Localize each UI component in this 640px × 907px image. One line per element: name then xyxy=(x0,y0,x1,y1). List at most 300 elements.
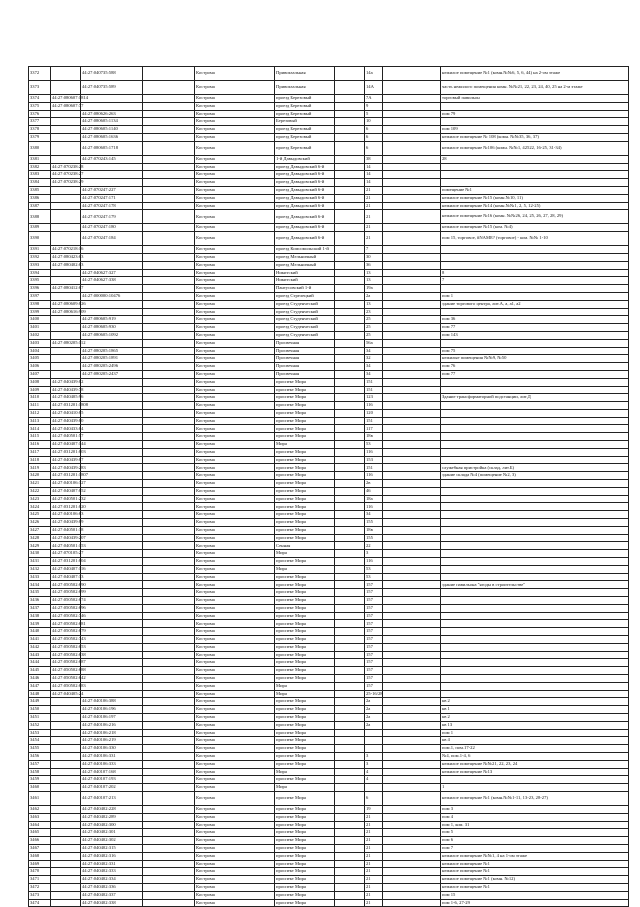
table-row xyxy=(29,81,629,95)
cadastral-number-cell: 44:27:050502:746 xyxy=(51,612,81,620)
row-number-cell: 3471 xyxy=(29,876,51,884)
house-number-cell: 21 xyxy=(365,186,383,194)
extra-cell xyxy=(383,232,441,246)
extra-cell xyxy=(335,441,365,449)
extra-cell xyxy=(383,860,441,868)
extra-cell xyxy=(335,277,365,285)
house-number-cell: 14 xyxy=(365,171,383,179)
description-cell: нежилое помещение №№1, 4 на 1-ом этаже xyxy=(441,852,629,860)
street-cell: проезд Студенческий xyxy=(275,308,335,316)
table-row xyxy=(29,472,629,480)
cadastral-number-cell: 44:27:040439:89 xyxy=(51,519,81,527)
premises-cadastral-cell xyxy=(81,589,143,597)
row-number-cell: 3408 xyxy=(29,378,51,386)
category-cell xyxy=(143,253,195,261)
row-number-cell: 3416 xyxy=(29,441,51,449)
description-cell xyxy=(441,480,629,488)
extra-cell xyxy=(335,844,365,852)
city-cell: Кострома xyxy=(195,324,275,332)
extra-cell xyxy=(383,737,441,745)
extra-cell xyxy=(383,713,441,721)
city-cell: Кострома xyxy=(195,409,275,417)
category-cell xyxy=(143,141,195,155)
street-cell: Привокзальная xyxy=(275,81,335,95)
extra-cell xyxy=(383,285,441,293)
row-number-cell: 3378 xyxy=(29,126,51,134)
house-number-cell: 25-16/28 xyxy=(365,690,383,698)
description-cell: пом 4 xyxy=(441,813,629,821)
extra-cell xyxy=(335,210,365,224)
extra-cell xyxy=(335,519,365,527)
category-cell xyxy=(143,210,195,224)
extra-cell xyxy=(335,876,365,884)
extra-cell xyxy=(383,805,441,813)
row-number-cell: 3390 xyxy=(29,232,51,246)
street-cell: проспект Мира xyxy=(275,899,335,907)
row-number-cell: 3389 xyxy=(29,224,51,232)
cadastral-number-cell xyxy=(51,829,81,837)
row-number-cell: 3381 xyxy=(29,155,51,163)
street-cell: проезд Березовый xyxy=(275,102,335,110)
category-cell xyxy=(143,464,195,472)
premises-cadastral-cell: 44:27:070247:180 xyxy=(81,224,143,232)
house-number-cell: 157 xyxy=(365,589,383,597)
extra-cell xyxy=(383,141,441,155)
premises-cadastral-cell: 44:27:040402:301 xyxy=(81,829,143,837)
extra-cell xyxy=(335,487,365,495)
house-number-cell: 151 xyxy=(365,378,383,386)
city-cell: Кострома xyxy=(195,636,275,644)
description-cell xyxy=(441,409,629,417)
extra-cell xyxy=(383,81,441,95)
description-cell: здание склада №4 (помещение №2, 3) xyxy=(441,472,629,480)
premises-cadastral-cell xyxy=(81,179,143,187)
category-cell xyxy=(143,829,195,837)
premises-cadastral-cell xyxy=(81,487,143,495)
row-number-cell: 3391 xyxy=(29,246,51,254)
table-row xyxy=(29,784,629,792)
extra-cell xyxy=(383,339,441,347)
table-row xyxy=(29,316,629,324)
category-cell xyxy=(143,331,195,339)
house-number-cell: 116 xyxy=(365,558,383,566)
city-cell: Кострома xyxy=(195,300,275,308)
street-cell: проспект Мира xyxy=(275,883,335,891)
category-cell xyxy=(143,370,195,378)
category-cell xyxy=(143,891,195,899)
table-row xyxy=(29,126,629,134)
cadastral-number-cell xyxy=(51,155,81,163)
description-cell xyxy=(441,339,629,347)
house-number-cell: 53 xyxy=(365,565,383,573)
row-number-cell: 3384 xyxy=(29,179,51,187)
row-number-cell: 3421 xyxy=(29,480,51,488)
extra-cell xyxy=(335,589,365,597)
description-cell: нежилое помещение №106 (комн. №№1, 42522, 16-25, 31-34) xyxy=(441,141,629,155)
description-cell: нежилое помещение №14 (комн.№№1, 2, 5, 12-25) xyxy=(441,202,629,210)
premises-cadastral-cell xyxy=(81,171,143,179)
premises-cadastral-cell xyxy=(81,102,143,110)
table-row xyxy=(29,883,629,891)
category-cell xyxy=(143,791,195,805)
description-cell xyxy=(441,550,629,558)
house-number-cell: 13 xyxy=(365,269,383,277)
extra-cell xyxy=(335,308,365,316)
cadastral-number-cell xyxy=(51,737,81,745)
description-cell xyxy=(441,253,629,261)
row-number-cell: 3447 xyxy=(29,682,51,690)
cadastral-number-cell xyxy=(51,292,81,300)
house-number-cell: 4 xyxy=(365,768,383,776)
table-row xyxy=(29,899,629,907)
cadastral-number-cell: 44:27:031201:1808 xyxy=(51,402,81,410)
category-cell xyxy=(143,126,195,134)
house-number-cell: 34 xyxy=(365,347,383,355)
city-cell: Кострома xyxy=(195,402,275,410)
category-cell xyxy=(143,776,195,784)
street-cell: проспект Мира xyxy=(275,674,335,682)
street-cell: проспект Мира xyxy=(275,417,335,425)
table-row xyxy=(29,760,629,768)
category-cell xyxy=(143,573,195,581)
house-number-cell: 14 xyxy=(365,179,383,187)
extra-cell xyxy=(335,721,365,729)
table-row xyxy=(29,324,629,332)
city-cell: Кострома xyxy=(195,844,275,852)
cadastral-number-cell: 44:27:050502:696 xyxy=(51,604,81,612)
street-cell: Мира xyxy=(275,784,335,792)
house-number-cell: 22 xyxy=(365,542,383,550)
description-cell: нежилое помещение № 108 (комн. №№35, 36, 37) xyxy=(441,133,629,141)
cadastral-number-cell xyxy=(51,860,81,868)
description-cell: пом.1, пом.17-22 xyxy=(441,745,629,753)
extra-cell xyxy=(335,821,365,829)
cadastral-number-cell xyxy=(51,791,81,805)
house-number-cell: 46 xyxy=(365,487,383,495)
extra-cell xyxy=(383,581,441,589)
extra-cell xyxy=(335,67,365,81)
category-cell xyxy=(143,612,195,620)
premises-cadastral-cell: 44:27:040402:337 xyxy=(81,891,143,899)
street-cell: Мира xyxy=(275,682,335,690)
extra-cell xyxy=(335,394,365,402)
description-cell: нежилое помещение №13 xyxy=(441,768,629,776)
street-cell: проспект Мира xyxy=(275,378,335,386)
street-cell: проезд Мельничный xyxy=(275,261,335,269)
city-cell: Кострома xyxy=(195,261,275,269)
street-cell: проспект Мира xyxy=(275,558,335,566)
description-cell: нежилые помещения №№9, №50 xyxy=(441,355,629,363)
street-cell: проспект Мира xyxy=(275,394,335,402)
table-row xyxy=(29,441,629,449)
category-cell xyxy=(143,589,195,597)
premises-cadastral-cell xyxy=(81,628,143,636)
city-cell: Кострома xyxy=(195,729,275,737)
extra-cell xyxy=(335,526,365,534)
city-cell: Кострома xyxy=(195,612,275,620)
premises-cadastral-cell: 44:27:040402:338 xyxy=(81,899,143,907)
extra-cell xyxy=(383,706,441,714)
table-row xyxy=(29,448,629,456)
extra-cell xyxy=(335,347,365,355)
extra-cell xyxy=(335,768,365,776)
description-cell: нежилое помещение №1 (комн.№№6, 5, 6, 44) на 2-ом этаже xyxy=(441,67,629,81)
category-cell xyxy=(143,194,195,202)
description-cell: помещение №1 xyxy=(441,186,629,194)
house-number-cell: 116 xyxy=(365,503,383,511)
cadastral-number-cell xyxy=(51,370,81,378)
category-cell xyxy=(143,737,195,745)
cadastral-number-cell: 44:27:040405:96 xyxy=(51,394,81,402)
extra-cell xyxy=(335,534,365,542)
house-number-cell: 10 xyxy=(365,118,383,126)
street-cell: проспект Мира xyxy=(275,876,335,884)
table-row xyxy=(29,612,629,620)
table-row xyxy=(29,495,629,503)
description-cell: пом 6 xyxy=(441,837,629,845)
row-number-cell: 3474 xyxy=(29,899,51,907)
description-cell xyxy=(441,519,629,527)
cadastral-number-cell: 44:27:050502:674 xyxy=(51,597,81,605)
table-row xyxy=(29,402,629,410)
premises-cadastral-cell xyxy=(81,163,143,171)
row-number-cell: 3426 xyxy=(29,519,51,527)
premises-cadastral-cell xyxy=(81,511,143,519)
category-cell xyxy=(143,202,195,210)
street-cell: проезд Стрелецкий xyxy=(275,292,335,300)
extra-cell xyxy=(383,511,441,519)
category-cell xyxy=(143,729,195,737)
row-number-cell: 3405 xyxy=(29,355,51,363)
row-number-cell: 3431 xyxy=(29,558,51,566)
row-number-cell: 3383 xyxy=(29,171,51,179)
row-number-cell: 3424 xyxy=(29,503,51,511)
extra-cell xyxy=(335,891,365,899)
extra-cell xyxy=(335,370,365,378)
category-cell xyxy=(143,784,195,792)
premises-cadastral-cell xyxy=(81,534,143,542)
table-row xyxy=(29,844,629,852)
extra-cell xyxy=(383,246,441,254)
extra-cell xyxy=(383,386,441,394)
description-cell xyxy=(441,246,629,254)
city-cell: Кострома xyxy=(195,95,275,103)
cadastral-number-cell: 44:27:080205:112 xyxy=(51,339,81,347)
table-row xyxy=(29,202,629,210)
description-cell: пом 5 xyxy=(441,829,629,837)
house-number-cell: 151 xyxy=(365,417,383,425)
cadastral-number-cell xyxy=(51,331,81,339)
row-number-cell: 3392 xyxy=(29,253,51,261)
city-cell: Кострома xyxy=(195,110,275,118)
street-cell: проспект Мира xyxy=(275,659,335,667)
street-cell: проспект Мира xyxy=(275,837,335,845)
cadastral-number-cell xyxy=(51,347,81,355)
premises-cadastral-cell xyxy=(81,417,143,425)
premises-cadastral-cell: 44:27:080605:1134 xyxy=(81,118,143,126)
premises-cadastral-cell: 44:27:040627:338 xyxy=(81,277,143,285)
category-cell xyxy=(143,899,195,907)
extra-cell xyxy=(335,791,365,805)
house-number-cell: 116 xyxy=(365,472,383,480)
street-cell: проезд Давыдовский 6-й xyxy=(275,202,335,210)
row-number-cell: 3415 xyxy=(29,433,51,441)
house-number-cell: 116 xyxy=(365,402,383,410)
category-cell xyxy=(143,876,195,884)
category-cell xyxy=(143,316,195,324)
row-number-cell: 3430 xyxy=(29,550,51,558)
street-cell: Никитский xyxy=(275,269,335,277)
category-cell xyxy=(143,628,195,636)
row-number-cell: 3423 xyxy=(29,495,51,503)
cadastral-number-cell xyxy=(51,269,81,277)
city-cell: Кострома xyxy=(195,448,275,456)
extra-cell xyxy=(383,95,441,103)
street-cell: проезд Студенческий xyxy=(275,300,335,308)
house-number-cell: 2а xyxy=(365,698,383,706)
description-cell: здание торгового центра, лит.А, а, а1, а2 xyxy=(441,300,629,308)
description-cell xyxy=(441,487,629,495)
extra-cell xyxy=(383,347,441,355)
extra-cell xyxy=(383,194,441,202)
cadastral-number-cell: 44:27:040439:80 xyxy=(51,417,81,425)
table-row xyxy=(29,363,629,371)
row-number-cell: 3462 xyxy=(29,805,51,813)
category-cell xyxy=(143,558,195,566)
house-number-cell: 157 xyxy=(365,620,383,628)
category-cell xyxy=(143,269,195,277)
premises-cadastral-cell xyxy=(81,409,143,417)
description-cell: нежилое помещение №1 (комн. №12) xyxy=(441,876,629,884)
street-cell: проспект Мира xyxy=(275,589,335,597)
row-number-cell: 3461 xyxy=(29,791,51,805)
table-row xyxy=(29,636,629,644)
category-cell xyxy=(143,456,195,464)
premises-cadastral-cell: 44:27:080205:1891 xyxy=(81,355,143,363)
premises-cadastral-cell xyxy=(81,526,143,534)
table-row xyxy=(29,269,629,277)
cadastral-number-cell: 44:27:070238:28 xyxy=(51,163,81,171)
extra-cell xyxy=(383,261,441,269)
category-cell xyxy=(143,394,195,402)
table-row xyxy=(29,331,629,339)
city-cell: Кострома xyxy=(195,232,275,246)
house-number-cell: 6 xyxy=(365,141,383,155)
category-cell xyxy=(143,347,195,355)
street-cell: Пантусовский 1-й xyxy=(275,285,335,293)
row-number-cell: 3428 xyxy=(29,534,51,542)
row-number-cell: 3373 xyxy=(29,81,51,95)
cadastral-number-cell xyxy=(51,81,81,95)
description-cell: №4, пом.1-4, 6 xyxy=(441,752,629,760)
category-cell xyxy=(143,417,195,425)
extra-cell xyxy=(335,163,365,171)
cadastral-number-cell xyxy=(51,186,81,194)
description-cell: пом 1-6, 27-29 xyxy=(441,899,629,907)
table-row xyxy=(29,776,629,784)
house-number-cell: 3 xyxy=(365,760,383,768)
cadastral-number-cell: 44:27:040439:82 xyxy=(51,378,81,386)
row-number-cell: 3463 xyxy=(29,813,51,821)
city-cell: Кострома xyxy=(195,674,275,682)
description-cell: часть нежилого помещения комн. №№21, 22, 23, 24, 40, 25 на 2-м этаже xyxy=(441,81,629,95)
row-number-cell: 3442 xyxy=(29,643,51,651)
city-cell: Кострома xyxy=(195,472,275,480)
house-number-cell: 21 xyxy=(365,210,383,224)
table-row xyxy=(29,118,629,126)
description-cell xyxy=(441,643,629,651)
cadastral-number-cell: 44:27:080412:67 xyxy=(51,285,81,293)
table-row xyxy=(29,519,629,527)
cadastral-number-cell xyxy=(51,141,81,155)
category-cell xyxy=(143,581,195,589)
premises-cadastral-cell xyxy=(81,95,143,103)
premises-cadastral-cell xyxy=(81,433,143,441)
extra-cell xyxy=(383,628,441,636)
premises-cadastral-cell xyxy=(81,339,143,347)
cadastral-number-cell xyxy=(51,891,81,899)
extra-cell xyxy=(383,526,441,534)
extra-cell xyxy=(383,210,441,224)
table-row xyxy=(29,837,629,845)
extra-cell xyxy=(335,837,365,845)
table-row xyxy=(29,232,629,246)
extra-cell xyxy=(383,110,441,118)
description-cell: 8 xyxy=(441,269,629,277)
cadastral-number-cell xyxy=(51,837,81,845)
street-cell: проезд Студенческий xyxy=(275,316,335,324)
cadastral-number-cell xyxy=(51,776,81,784)
category-cell xyxy=(143,292,195,300)
house-number-cell: 155 xyxy=(365,519,383,527)
table-row xyxy=(29,682,629,690)
city-cell: Кострома xyxy=(195,171,275,179)
description-cell: пом 77 xyxy=(441,324,629,332)
cadastral-number-cell: 44:27:031201:804 xyxy=(51,558,81,566)
category-cell xyxy=(143,102,195,110)
city-cell: Кострома xyxy=(195,581,275,589)
description-cell xyxy=(441,441,629,449)
description-cell xyxy=(441,612,629,620)
description-cell: пом 3 xyxy=(441,805,629,813)
city-cell: Кострома xyxy=(195,852,275,860)
cadastral-number-cell xyxy=(51,844,81,852)
house-number-cell: 157 xyxy=(365,682,383,690)
table-row xyxy=(29,805,629,813)
premises-cadastral-cell: 44:27:080605:1636 xyxy=(81,133,143,141)
extra-cell xyxy=(383,363,441,371)
table-row xyxy=(29,300,629,308)
extra-cell xyxy=(383,752,441,760)
premises-cadastral-cell: 44:27:040402:228 xyxy=(81,805,143,813)
row-number-cell: 3441 xyxy=(29,636,51,644)
street-cell: проспект Мира xyxy=(275,386,335,394)
extra-cell xyxy=(335,331,365,339)
premises-cadastral-cell: 44:27:080626:263 xyxy=(81,110,143,118)
extra-cell xyxy=(383,308,441,316)
extra-cell xyxy=(335,713,365,721)
description-cell xyxy=(441,378,629,386)
house-number-cell: 21 xyxy=(365,876,383,884)
category-cell xyxy=(143,674,195,682)
extra-cell xyxy=(335,480,365,488)
row-number-cell: 3409 xyxy=(29,386,51,394)
table-row xyxy=(29,224,629,232)
extra-cell xyxy=(383,690,441,698)
extra-cell xyxy=(335,604,365,612)
house-number-cell: 21 xyxy=(365,899,383,907)
row-number-cell: 3386 xyxy=(29,194,51,202)
